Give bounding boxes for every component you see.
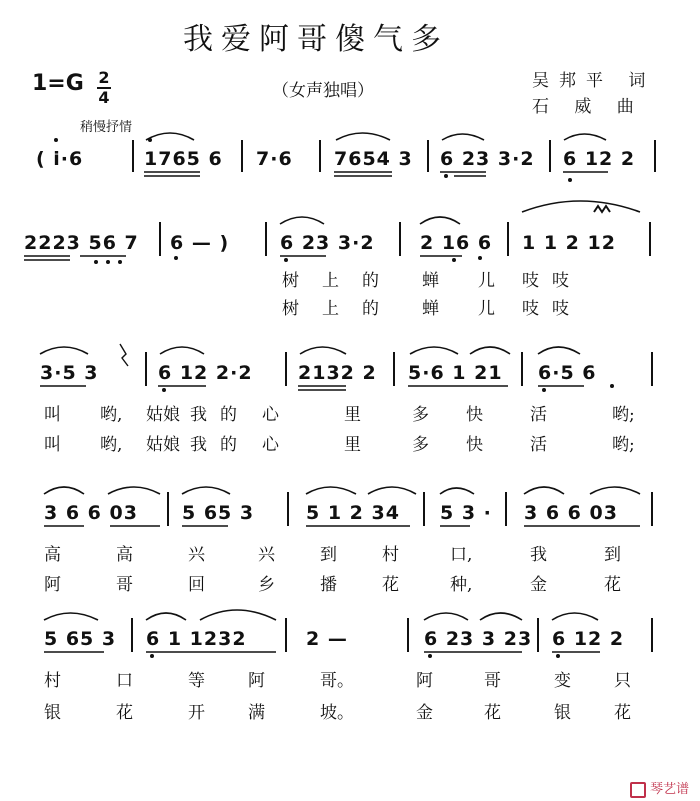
slur	[200, 610, 276, 620]
octave-dot	[150, 654, 154, 658]
notes-system-1: 6 23 3·2	[440, 148, 535, 170]
slur	[44, 613, 98, 620]
meter-bottom: 4	[98, 88, 110, 107]
octave-dot	[568, 178, 572, 182]
breath-mark	[120, 344, 128, 366]
slur	[336, 133, 390, 140]
lyricist-credit: 吴邦平 词	[532, 71, 656, 91]
notes-system-4: 5 1 2 34	[306, 502, 400, 524]
octave-dot	[478, 256, 482, 260]
notes-system-3: 3·5 3	[40, 362, 99, 384]
octave-dot	[106, 260, 110, 264]
octave-dot	[54, 138, 58, 142]
octave-dot	[542, 388, 546, 392]
watermark-logo	[630, 778, 689, 798]
notes-system-1: ( i·6	[36, 148, 84, 170]
notes-system-2: 2223 56 7	[24, 232, 139, 254]
slur	[470, 347, 510, 354]
notes-system-4: 5 65 3	[182, 502, 255, 524]
slur	[552, 613, 598, 620]
octave-dot	[428, 654, 432, 658]
slur	[564, 134, 606, 140]
slur	[440, 488, 474, 494]
slur	[524, 487, 564, 494]
octave-dot	[452, 258, 456, 262]
notes-system-3: 2132 2	[298, 362, 377, 384]
subtitle: （女声独唱）	[272, 81, 374, 101]
notes-system-4: 5 3 ·	[440, 502, 492, 524]
slur	[306, 487, 356, 494]
octave-dot	[162, 388, 166, 392]
notes-system-5: 6 23 3 23	[424, 628, 533, 650]
slur	[538, 347, 580, 354]
slur	[108, 487, 160, 494]
slur	[146, 133, 194, 140]
composer-credit: 石 威 曲	[532, 97, 644, 117]
slur	[146, 613, 186, 620]
slur	[420, 217, 460, 224]
slur	[410, 347, 458, 354]
notes-system-2: 6 — )	[170, 232, 230, 254]
slur	[590, 487, 640, 494]
octave-dot	[148, 138, 152, 142]
notes-system-3: 5·6 1 21	[408, 362, 503, 384]
notes-system-5: 6 1 1232	[146, 628, 247, 650]
slur	[480, 613, 522, 620]
slur	[44, 487, 84, 494]
slur	[442, 134, 484, 140]
notes-system-1: 7·6	[256, 148, 293, 170]
notes-system-3: 6 12 2·2	[158, 362, 253, 384]
notes-system-1: 1765 6	[144, 148, 223, 170]
slur	[40, 347, 88, 354]
notes-system-5: 2 —	[306, 628, 348, 650]
tempo-marking: 稍慢抒情	[80, 120, 133, 135]
notes-system-2: 1 1 2 12	[522, 232, 616, 254]
notes-system-1: 7654 3	[334, 148, 413, 170]
octave-dot	[174, 256, 178, 260]
slur	[182, 487, 230, 494]
octave-dot	[94, 260, 98, 264]
notes-system-2: 2 16 6	[420, 232, 493, 254]
slur	[424, 613, 468, 620]
slur	[368, 487, 416, 494]
mordent-mark	[594, 206, 610, 212]
notes-system-1: 6 12 2	[563, 148, 636, 170]
notes-system-5: 6 12 2	[552, 628, 625, 650]
octave-dot	[610, 384, 614, 388]
octave-dot	[118, 260, 122, 264]
watermark-text: 琴艺谱	[650, 782, 690, 797]
octave-dot	[444, 174, 448, 178]
notes-system-2: 6 23 3·2	[280, 232, 375, 254]
notes-system-4: 3 6 6 03	[44, 502, 138, 524]
song-title: 我爱阿哥傻气多	[183, 22, 449, 57]
octave-dot	[284, 258, 288, 262]
notes-system-5: 5 65 3	[44, 628, 117, 650]
meter-top: 2	[98, 68, 110, 87]
slur	[160, 347, 204, 354]
octave-dot	[556, 654, 560, 658]
slur	[300, 347, 346, 354]
notes-system-4: 3 6 6 03	[524, 502, 618, 524]
slur	[280, 217, 324, 224]
slur	[522, 201, 640, 212]
notes-system-3: 6·5 6	[538, 362, 597, 384]
logo-icon	[630, 782, 646, 798]
key-signature: 1=G	[32, 71, 84, 96]
